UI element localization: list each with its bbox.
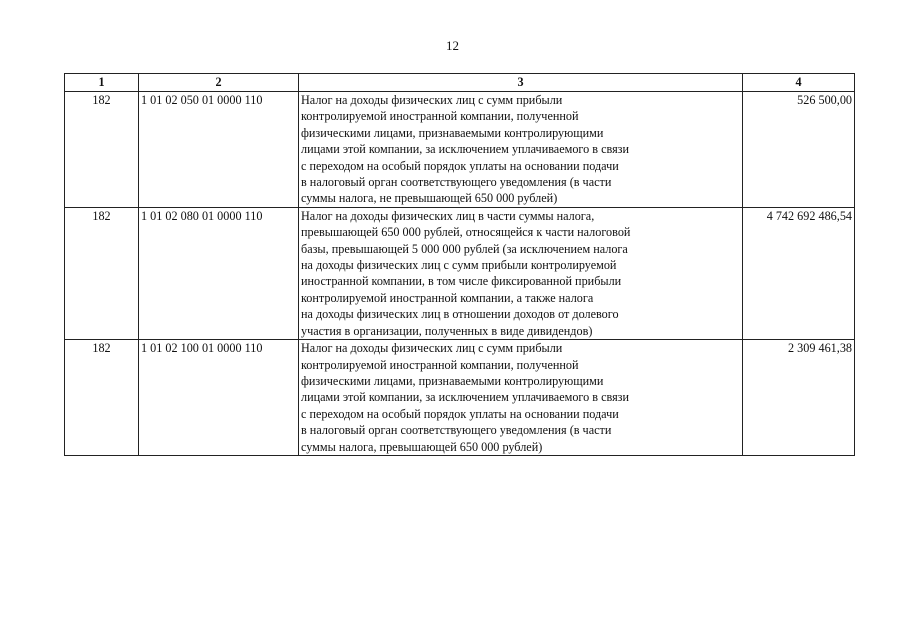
revenue-name-line: на доходы физических лиц в отношении доходов от долевого (301, 307, 619, 322)
revenue-name-line: контролируемой иностранной компании, а также налога (301, 290, 594, 305)
revenue-name-line: в налоговый орган соответствующего уведомления (в части (301, 423, 612, 438)
revenue-name-line: лицами этой компании, за исключением уплачиваемого в связи (301, 390, 630, 405)
revenue-name-line: превышающей 650 000 рублей, относящейся к части налоговой (301, 225, 631, 240)
revenue-table (64, 73, 855, 456)
revenue-name-line: с переходом на особый порядок уплаты на основании подачи (301, 406, 619, 421)
admin-code-cell: 182 (65, 340, 139, 456)
header-col-3: 3 (299, 74, 743, 92)
revenue-name-line: суммы налога, превышающей 650 000 рублей) (301, 439, 543, 454)
admin-code-cell: 182 (65, 207, 139, 339)
revenue-name-line: базы, превышающей 5 000 000 рублей (за исключением налога (301, 241, 628, 256)
table-row (65, 92, 855, 208)
revenue-name-line: лицами этой компании, за исключением уплачиваемого в связи (301, 142, 630, 157)
revenue-name-cell (299, 340, 743, 456)
revenue-name-cell (299, 92, 743, 208)
header-col-4: 4 (743, 74, 855, 92)
revenue-name-line: участия в организации, полученных в виде дивидендов) (301, 323, 593, 338)
revenue-name-line: контролируемой иностранной компании, полученной (301, 357, 579, 372)
revenue-name-cell (299, 207, 743, 339)
classification-code-cell: 1 01 02 080 01 0000 110 (139, 207, 299, 339)
revenue-name-line: физическими лицами, признаваемыми контролирующими (301, 125, 604, 140)
revenue-name-line: суммы налога, не превышающей 650 000 рублей) (301, 191, 558, 206)
amount-cell: 526 500,00 (743, 92, 855, 208)
amount-cell: 4 742 692 486,54 (743, 207, 855, 339)
classification-code-cell: 1 01 02 100 01 0000 110 (139, 340, 299, 456)
revenue-name-line: в налоговый орган соответствующего уведомления (в части (301, 175, 612, 190)
header-col-1: 1 (65, 74, 139, 92)
admin-code-cell: 182 (65, 92, 139, 208)
revenue-name-line: на доходы физических лиц с сумм прибыли контролируемой (301, 258, 617, 273)
table-row (65, 340, 855, 456)
revenue-name-line: иностранной компании, в том числе фиксированной прибыли (301, 274, 622, 289)
amount-cell: 2 309 461,38 (743, 340, 855, 456)
table-row (65, 207, 855, 339)
revenue-name-line: с переходом на особый порядок уплаты на основании подачи (301, 158, 619, 173)
revenue-name-line: Налог на доходы физических лиц в части суммы налога, (301, 208, 595, 223)
revenue-name-line: Налог на доходы физических лиц с сумм прибыли (301, 341, 563, 356)
revenue-name-line: Налог на доходы физических лиц с сумм прибыли (301, 93, 563, 107)
revenue-name-line: физическими лицами, признаваемыми контролирующими (301, 373, 604, 388)
header-col-2: 2 (139, 74, 299, 92)
revenue-name-line: контролируемой иностранной компании, полученной (301, 109, 579, 124)
table-header-row (65, 74, 855, 92)
page-number: 12 (446, 38, 459, 53)
classification-code-cell: 1 01 02 050 01 0000 110 (139, 92, 299, 208)
